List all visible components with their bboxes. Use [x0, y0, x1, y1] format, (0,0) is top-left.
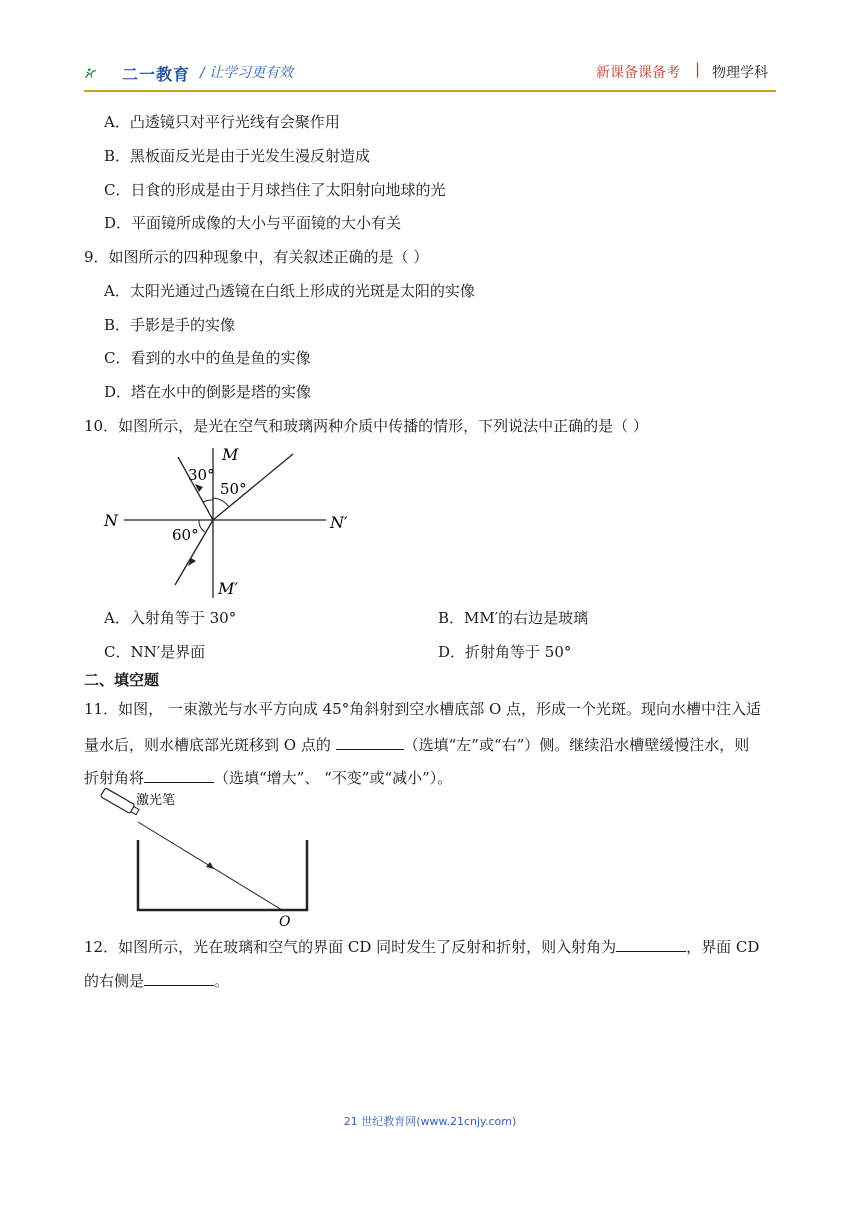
- q10-label-angle-30: 30°: [188, 466, 215, 484]
- q10-option-a: A．入射角等于 30°: [104, 609, 237, 627]
- q10-refraction-diagram: [96, 440, 356, 600]
- q10-arc-30: [203, 500, 213, 502]
- q12-line-2-part-a: 的右侧是: [84, 972, 145, 990]
- q11-line-2-part-a: 量水后，则水槽底部光斑移到 O 点的: [84, 736, 336, 754]
- q8-option-c: C．日食的形成是由于月球挡住了太阳射向地球的光: [104, 181, 446, 199]
- q8-option-b: B．黑板面反光是由于光发生漫反射造成: [104, 147, 371, 165]
- q11-laser-pen-icon: [100, 788, 140, 817]
- q9-option-b: B．手影是手的实像: [104, 316, 236, 334]
- q11-blank-2[interactable]: [144, 766, 214, 783]
- q11-point-o-label: O: [279, 914, 291, 930]
- q11-laser-tank-diagram: [96, 786, 326, 932]
- q10-arrow-lower: [188, 558, 196, 566]
- q10-stem: 10．如图所示，是光在空气和玻璃两种介质中传播的情形，下列说法中正确的是（ ）: [84, 417, 648, 435]
- q9-option-a: A．太阳光通过凸透镜在白纸上形成的光斑是太阳的实像: [104, 282, 475, 300]
- q10-option-d: D．折射角等于 50°: [438, 643, 572, 661]
- header-separator: |: [695, 60, 701, 78]
- q11-line-3-part-b: （选填“增大”、 “不变”或“减小”）。: [214, 769, 453, 787]
- q11-beam-arrow: [206, 862, 214, 869]
- q9-option-c: C．看到的水中的鱼是鱼的实像: [104, 349, 311, 367]
- q10-option-b: B．MM′的右边是玻璃: [438, 609, 589, 627]
- q10-arc-50: [213, 498, 229, 507]
- q12-blank-2[interactable]: [144, 969, 214, 986]
- q10-label-n: N: [104, 511, 118, 530]
- section-title-fill-in: 二、填空题: [84, 671, 160, 689]
- q10-label-angle-50: 50°: [220, 480, 247, 498]
- q11-line-3: [84, 766, 452, 788]
- q10-option-c: C．NN′是界面: [104, 643, 206, 661]
- page-footer[interactable]: 21 世纪教育网(www.21cnjy.com): [343, 1115, 517, 1128]
- q12-blank-1[interactable]: [616, 935, 686, 952]
- q11-line-2: [84, 733, 749, 755]
- q11-laser-label: 激光笔: [136, 793, 176, 808]
- q12-line-1-part-b: ，界面 CD: [686, 938, 760, 956]
- q12-line-2-part-b: 。: [214, 972, 230, 990]
- q12-line-1: [84, 935, 759, 957]
- q11-line-3-part-a: 折射角将: [84, 769, 145, 787]
- q9-stem: 9．如图所示的四种现象中，有关叙述正确的是（ ）: [84, 248, 429, 266]
- brand-name: 二一教育: [122, 65, 191, 84]
- brand-logo-icon: [84, 56, 124, 90]
- header-subject: 物理学科: [712, 65, 768, 81]
- q8-option-a: A．凸透镜只对平行光线有会聚作用: [104, 113, 340, 131]
- q11-water-tank: [138, 840, 307, 910]
- q11-line-1: 11．如图， 一束激光与水平方向成 45°角斜射到空水槽底部 O 点，形成一个光斑。现向水槽中注入适: [84, 700, 762, 718]
- q12-line-2: [84, 969, 229, 991]
- q10-label-m: M: [222, 445, 239, 464]
- q8-option-d: D．平面镜所成像的大小与平面镜的大小有关: [104, 214, 402, 232]
- q11-line-2-part-b: （选填“左”或“右”）侧。继续沿水槽壁缓慢注水，则: [403, 736, 750, 754]
- header-divider: [84, 90, 776, 92]
- q11-blank-1[interactable]: [336, 733, 404, 750]
- header-course-label: 新课备课备考: [596, 65, 680, 81]
- q10-label-n-prime: N′: [330, 513, 348, 532]
- q10-label-angle-60: 60°: [172, 526, 199, 544]
- q10-arc-60: [199, 520, 205, 532]
- q12-line-1-part-a: 12．如图所示，光在玻璃和空气的界面 CD 同时发生了反射和折射，则入射角为: [84, 938, 617, 956]
- brand-slogan: / 让学习更有效: [200, 65, 294, 81]
- q10-label-m-prime: M′: [218, 579, 239, 598]
- q9-option-d: D．塔在水中的倒影是塔的实像: [104, 383, 312, 401]
